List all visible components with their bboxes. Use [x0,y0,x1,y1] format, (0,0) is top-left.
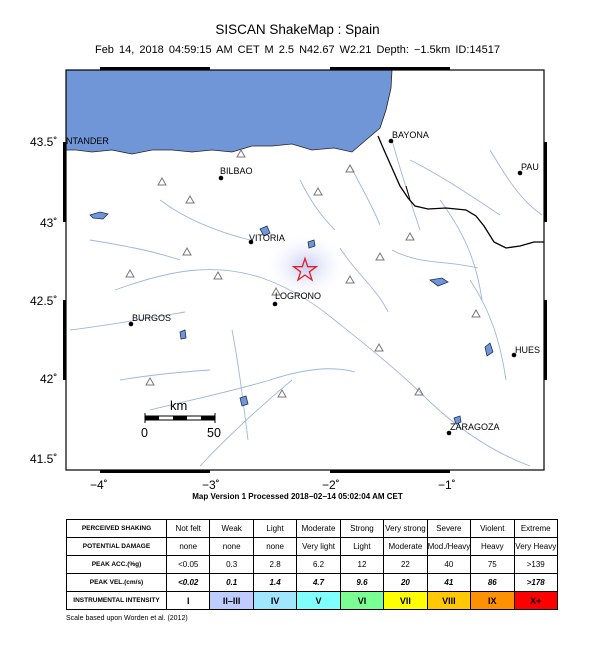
legend-header: PERCEIVED SHAKING [67,520,167,538]
legend-cell: Very Heavy [514,538,558,556]
lon-label: −2˚ [322,478,340,492]
map-title: SISCAN ShakeMap : Spain [215,22,380,37]
legend-header: PEAK ACC.(%g) [67,556,167,574]
lat-label: 42.5˚ [30,294,58,308]
legend-row-shaking [67,520,558,538]
legend-row-vel [67,574,558,592]
intensity-cell: IX [471,592,514,610]
legend-cell: Very light [297,538,340,556]
legend-cell: Weak [210,520,253,538]
legend-row-intensity [67,592,558,610]
intensity-cell: V [297,592,340,610]
legend-cell: Light [340,538,383,556]
legend-cell: 86 [471,574,514,592]
legend-cell: 1.4 [253,574,296,592]
legend-cell: Violent [471,520,514,538]
legend-cell: Moderate [297,520,340,538]
lon-label: −3˚ [202,478,220,492]
legend-cell: >178 [514,574,558,592]
footnote: Scale based upon Worden et al. (2012) [66,615,188,622]
legend-cell: Moderate [384,538,427,556]
lat-label: 43.5˚ [30,135,58,149]
legend-cell: Not felt [167,520,210,538]
lat-label: 43˚ [40,216,58,230]
intensity-cell: VIII [427,592,470,610]
city-label-logrono: LOGRONO [275,291,322,301]
intensity-cell: VI [340,592,383,610]
sea [66,70,392,154]
legend-cell: Very strong [384,520,427,538]
legend-cell: Light [253,520,296,538]
city-label-bayona: BAYONA [392,130,429,140]
legend-cell: 22 [384,556,427,574]
intensity-cell: II–III [210,592,253,610]
city-label-pau: PAU [521,162,539,172]
legend-cell: 40 [427,556,470,574]
legend-cell: 0.1 [210,574,253,592]
scale-max: 50 [207,426,221,440]
legend-cell: none [167,538,210,556]
intensity-legend [66,519,558,610]
intensity-cell: I [167,592,210,610]
legend-row-acc [67,556,558,574]
intensity-cell: IV [253,592,296,610]
legend-cell: 2.8 [253,556,296,574]
legend-cell: Mod./Heavy [427,538,470,556]
intensity-cell: X+ [514,592,558,610]
legend-cell: >139 [514,556,558,574]
legend-header: PEAK VEL.(cm/s) [67,574,167,592]
scale-unit: km [170,398,188,413]
legend-cell: none [210,538,253,556]
lat-label: 41.5˚ [30,452,58,466]
legend-cell: 20 [384,574,427,592]
legend-cell: 0.3 [210,556,253,574]
legend-cell: <0.05 [167,556,210,574]
legend-cell: 75 [471,556,514,574]
legend-cell: 41 [427,574,470,592]
legend-cell: Heavy [471,538,514,556]
lon-label: −1˚ [438,478,456,492]
event-info: Feb 14, 2018 04:59:15 AM CET M 2.5 N42.67 W2.21 Depth: −1.5km ID:14517 [94,44,501,56]
processed-info: Map Version 1 Processed 2018−02−14 05:02:04 AM CET [192,492,403,501]
city-label-santander: NTANDER [66,136,109,146]
city-label-zaragoza: ZARAGOZA [450,422,500,432]
legend-cell: 12 [340,556,383,574]
city-label-bilbao: BILBAO [220,166,253,176]
legend-cell: Severe [427,520,470,538]
lat-label: 42˚ [40,372,58,386]
legend-header: INSTRUMENTAL INTENSITY [67,592,167,610]
city-label-hues: HUES [515,345,541,355]
legend-cell: Extreme [514,520,558,538]
legend-cell: 4.7 [297,574,340,592]
legend-header: POTENTIAL DAMAGE [67,538,167,556]
lon-label: −4˚ [90,478,108,492]
legend-cell: Strong [340,520,383,538]
legend-cell: none [253,538,296,556]
intensity-cell: VII [384,592,427,610]
legend-cell: <0.02 [167,574,210,592]
city-label-burgos: BURGOS [132,313,172,323]
scale-min: 0 [141,426,148,440]
legend-row-damage [67,538,558,556]
legend-cell: 6.2 [297,556,340,574]
legend-cell: 9.6 [340,574,383,592]
city-label-vitoria: VITORIA [249,233,285,243]
